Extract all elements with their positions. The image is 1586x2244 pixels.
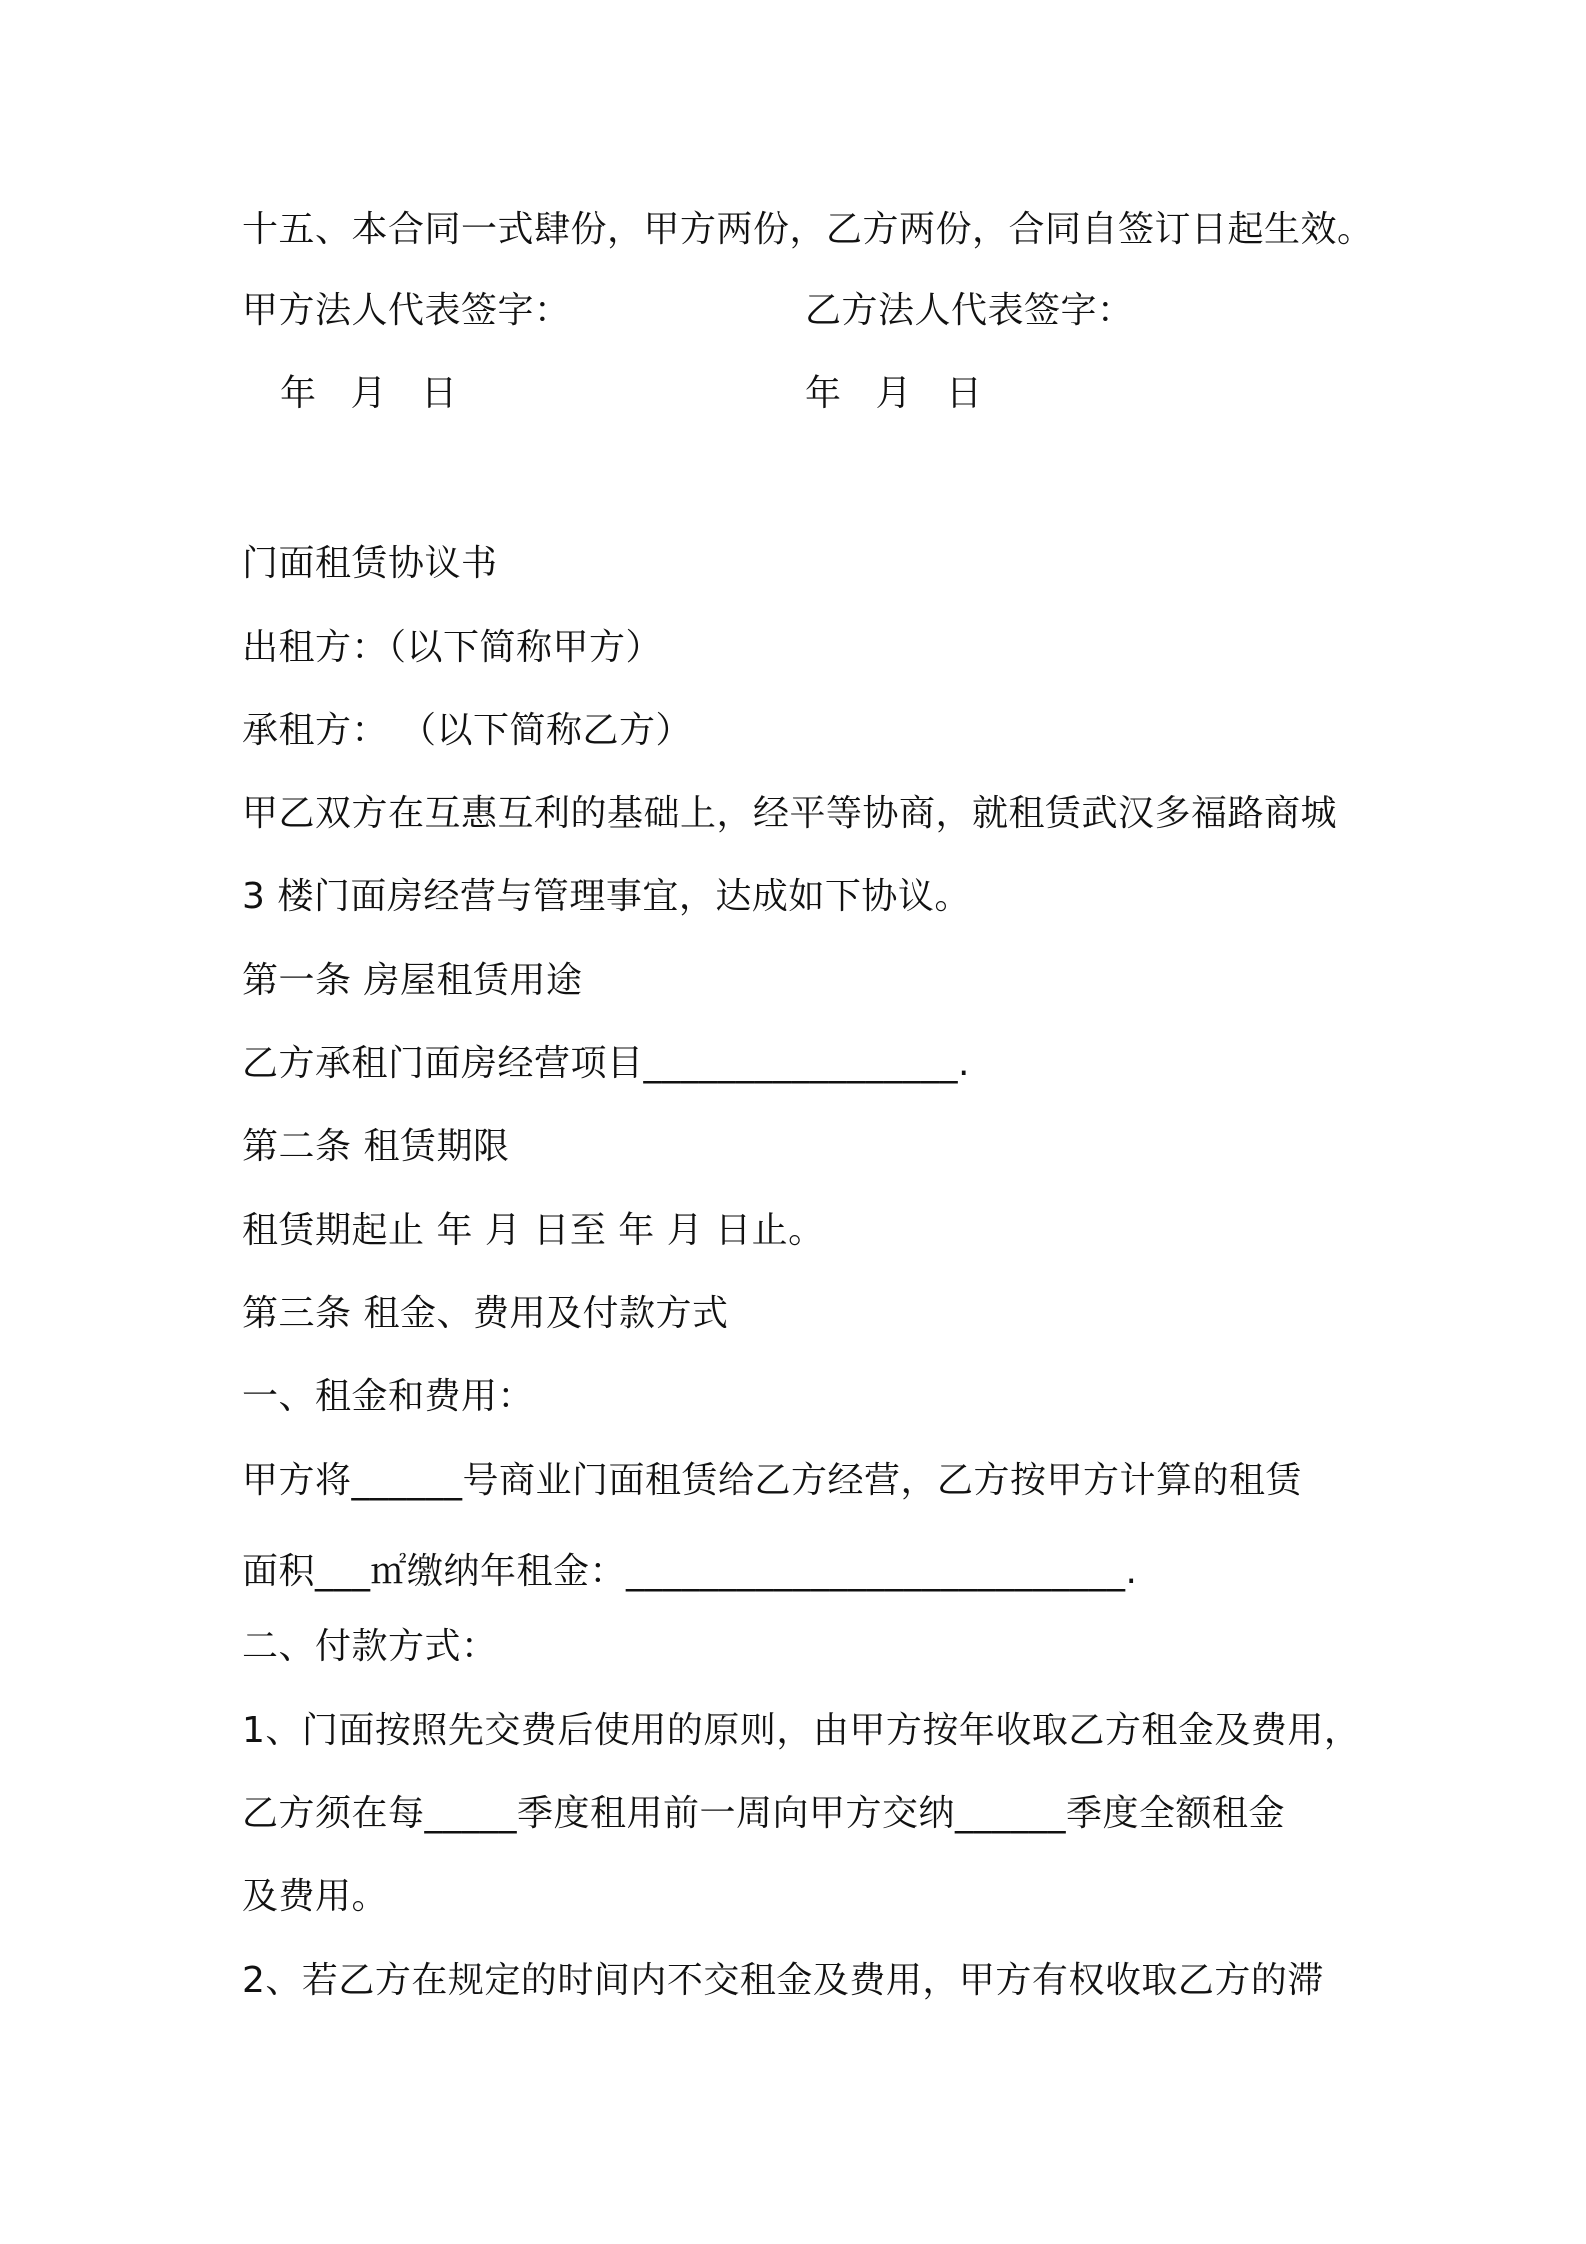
date-month: 月 [350, 373, 388, 414]
article-2-body: 租赁期起止 年 月 日至 年 月 日止。 [242, 1210, 825, 1251]
section-rent-fees-line-1: 甲方将______号商业门面租赁给乙方经营，乙方按甲方计算的租赁 [242, 1460, 1303, 1501]
intro-paragraph-line-2: 3 楼门面房经营与管理事宜，达成如下协议。 [242, 876, 971, 917]
party-a-signature-label: 甲方法人代表签字： [242, 290, 571, 331]
article-1-heading: 第一条 房屋租赁用途 [242, 960, 583, 1001]
date-day: 日 [946, 373, 983, 414]
date-year: 年 [805, 373, 842, 414]
section-rent-fees-line-2: 面积___㎡缴纳年租金：___________________________. [242, 1551, 1138, 1592]
article-2-heading: 第二条 租赁期限 [242, 1126, 510, 1167]
party-b-signature-label: 乙方法人代表签字： [805, 290, 1134, 331]
date-year: 年 [280, 373, 317, 414]
lessee-line: 承租方： （以下简称乙方） [242, 710, 692, 751]
party-a-signature-date [280, 370, 458, 418]
date-month: 月 [875, 373, 913, 414]
intro-paragraph-line-1: 甲乙双方在互惠互利的基础上，经平等协商，就租赁武汉多福路商城 [242, 793, 1338, 834]
clause-15-validity: 十五、本合同一式肆份，甲方两份，乙方两份，合同自签订日起生效。 [242, 209, 1374, 250]
payment-item-1-line-2: 乙方须在每_____季度租用前一周向甲方交纳______季度全额租金 [242, 1793, 1286, 1834]
party-b-signature-date [805, 370, 983, 418]
payment-item-2-line-1: 2、若乙方在规定的时间内不交租金及费用，甲方有权收取乙方的滞 [242, 1960, 1324, 2001]
date-day: 日 [421, 373, 458, 414]
payment-item-1-line-1: 1、门面按照先交费后使用的原则，由甲方按年收取乙方租金及费用， [242, 1710, 1361, 1751]
payment-item-1-line-3: 及费用。 [242, 1876, 389, 1917]
agreement-title: 门面租赁协议书 [242, 543, 498, 584]
article-1-body: 乙方承租门面房经营项目_________________. [242, 1043, 970, 1084]
section-rent-fees-heading: 一、租金和费用： [242, 1376, 535, 1417]
article-3-heading: 第三条 租金、费用及付款方式 [242, 1293, 729, 1334]
section-payment-heading: 二、付款方式： [242, 1626, 498, 1667]
lessor-line: 出租方：（以下简称甲方） [242, 627, 663, 668]
